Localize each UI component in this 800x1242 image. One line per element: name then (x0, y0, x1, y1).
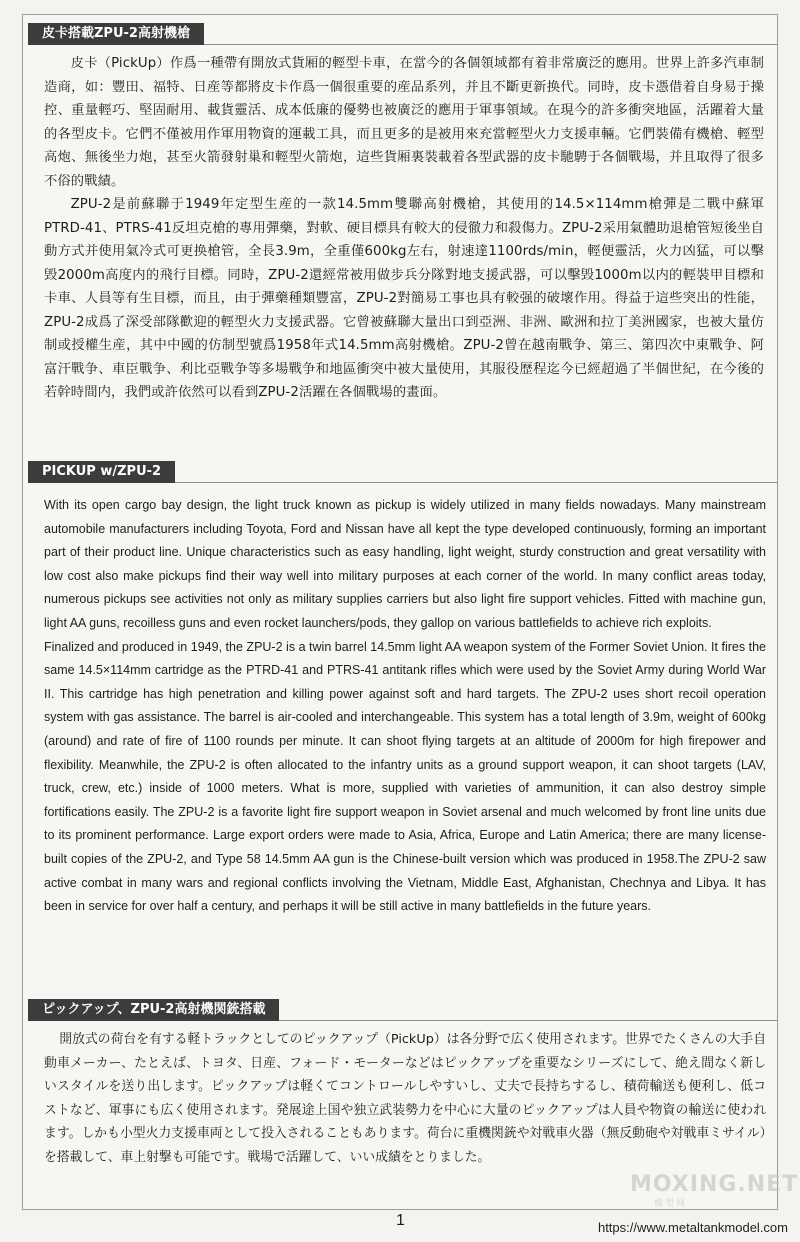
page-number: 1 (396, 1212, 405, 1229)
section-title-jp: ピックアップ、ZPU-2高射機関銃搭載 (28, 999, 279, 1021)
site-url: https://www.metaltankmodel.com (597, 1220, 788, 1235)
section-title-zh: 皮卡搭載ZPU-2高射機槍 (28, 23, 204, 45)
section-header-jp (28, 998, 778, 1021)
section-header-zh (28, 22, 778, 45)
section-title-en: PICKUP w/ZPU-2 (28, 461, 175, 483)
paragraph-en-2: Finalized and produced in 1949, the ZPU-2 is a twin barrel 14.5mm light AA weapon system of the Former Soviet Union. It fires the same 14.5×114mm cartridge as the PTRD-41 and PTRS-41 antitank rifles which were used by the Soviet Army during World War II. This cartridge has high penetration and killing power against soft and hard targets. The ZPU-2 uses short recoil operation system with gas assistance. The barrel is air-cooled and interchangeable. This system has a total length of 3.9m, weight of 600kg (around) and rate of fire of 1100 rounds per minute. It can shoot flying targets at an altitude of 2000m for high firepower and flexibility. Meanwhile, the ZPU-2 is often allocated to the infantry units as a ground support weapon, it can shoot targets (LAV, truck, crew, etc.) inside of 1000 meters. What is more, supplied with varieties of ammunition, it can also destroy simple fortifications easily. The ZPU-2 is a favorite light fire support weapon in Soviet arsenal and much welcomed by front line units due to its prominent performance. Large export orders were made to Asia, Africa, Europe and Latin America; there are many license-built copies of the ZPU-2, and Type 58 14.5mm AA gun is the Chinese-built version which was produced in 1958.The ZPU-2 saw active combat in many wars and regional conflicts involving the Vietnam, Middle East, Afghanistan, Chechnya and Libya. It has been in service for over half a century, and perhaps it will be still active in many battlefields in the future years. (44, 639, 766, 914)
paragraph-en-1: With its open cargo bay design, the light truck known as pickup is widely utilized in many fields nowadays. Many mainstream automobile manufacturers including Toyota, Ford and Nissan have all kept the type developed continuously, forming an important part of their product line. Unique characteristics such as easy handling, light weight, sturdy construction and great versatility with low cost also make pickups find their way well into military purposes at each corner of the world. In many conflict areas today, numerous pickups see activities not only as military supplies carriers but also light fire support vehicles. Fitted with machine gun, light AA guns, recoilless guns and even rocket launchers/pods, they gallop on various battlefields to achieve rich exploits. (44, 498, 766, 630)
section-body-zh (44, 52, 764, 405)
section-body-en (44, 494, 766, 919)
watermark-sub: 模型网 (654, 1199, 688, 1209)
section-header-en (28, 460, 778, 483)
section-body-jp (44, 1028, 766, 1170)
paragraph-jp-1: 開放式の荷台を有する軽トラックとしてのピックアップ（PickUp）は各分野で広く使用されます。世界でたくさんの大手自動車メーカー、たとえば、トヨタ、日産、フォード・モーターなどはピックアップを重要なシリーズにして、絶え間なく新しいスタイルを送り出します。ピックアップは軽くてコントロールしやすいし、丈夫で長持ちするし、積荷輸送も便利し、低コストなど、軍事にも広く使用されます。発展途上国や独立武装勢力を中心に大量のピックアップは人員や物資の輸送に使われます。しかも小型火力支援車両として投入されることもあります。荷台に重機関銃や対戦車火器（無反動砲や対戦車ミサイル）を搭載して、車上射撃も可能です。戦場で活躍して、いい成績をとりました。 (44, 1032, 766, 1165)
watermark: MOXING.NET (630, 1172, 799, 1197)
paragraph-zh-1: 皮卡（PickUp）作爲一種帶有開放式貨厢的輕型卡車，在當今的各個領域都有着非常廣泛的應用。世界上許多汽車制造商，如：豐田、福特、日産等都將皮卡作爲一個很重要的産品系列，并且不斷更新换代。同時，皮卡憑借着自身易于操控、重量輕巧、堅固耐用、載貨靈活、成本低廉的優勢也被廣泛的應用于軍事領域。在現今的許多衝突地區，活躍着大量的各型皮卡。它們不僅被用作軍用物資的運載工具，而且更多的是被用來充當輕型火力支援車輛。它們裝備有機槍、輕型高炮、無後坐力炮，甚至火箭發射巢和輕型火箭炮，這些貨厢裏裝載着各型武器的皮卡馳騁于各個戰場，并且取得了很多不俗的戰績。 (44, 56, 764, 189)
paragraph-zh-2: ZPU-2是前蘇聯于1949年定型生産的一款14.5mm雙聯高射機槍，其使用的14.5×114mm槍彈是二戰中蘇軍PTRD-41、PTRS-41反坦克槍的專用彈藥，對軟、硬目標具有較大的侵徹力和殺傷力。ZPU-2采用氣體助退槍管短後坐自動方式并使用氣冷式可更换槍管，全長3.9m，全重僅600kg左右，射速達1100rds/min，輕便靈活，火力凶猛，可以擊毁2000m高度内的飛行目標。同時，ZPU-2還經常被用做步兵分隊對地支援武器，可以擊毁1000m以内的輕裝甲目標和卡車、人員等有生目標，而且，由于彈藥種類豐富，ZPU-2對簡易工事也具有較强的破壞作用。得益于這些突出的性能，ZPU-2成爲了深受部隊歡迎的輕型火力支援武器。它曾被蘇聯大量出口到亞洲、非洲、歐洲和拉丁美洲國家，也被大量仿制或授權生産，其中中國的仿制型號爲1958年式14.5mm高射機槍。ZPU-2曾在越南戰争、第三、第四次中東戰争、阿富汗戰争、車臣戰争、利比亞戰争等多場戰争和地區衝突中被大量使用，其服役歷程迄今已經超過了半個世紀，在今後的若幹時間内，我們或許依然可以看到ZPU-2活躍在各個戰場的畫面。 (44, 197, 764, 400)
